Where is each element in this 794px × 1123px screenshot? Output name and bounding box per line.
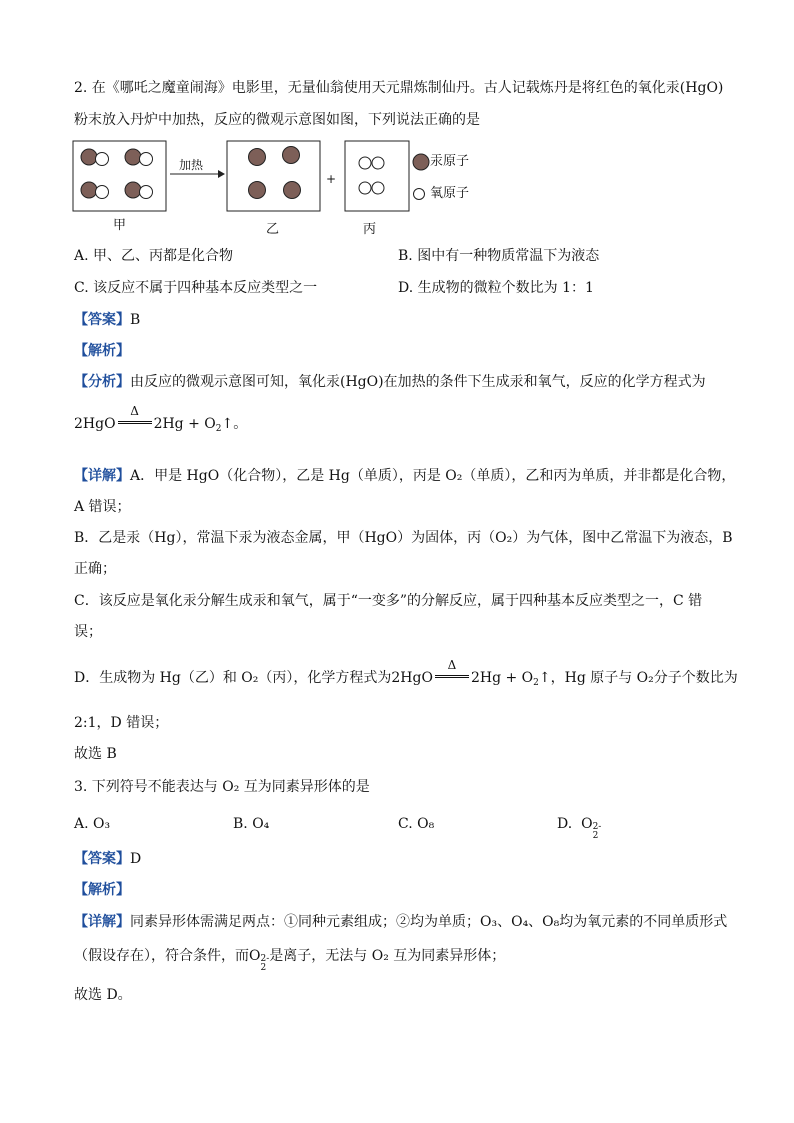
q2-analysis-tag: 【解析】 xyxy=(74,343,130,359)
hg-atoms xyxy=(249,147,301,199)
q3-conclusion: 故选 D。 xyxy=(74,987,132,1003)
gas-arrow-icon: ↑ xyxy=(221,416,234,432)
q2-detail-d2: 2:1，D 错误； xyxy=(74,715,169,731)
q2-answer xyxy=(74,310,140,330)
q3-detail-2: （假设存在），符合条件，而O 2- 2 是离子，无法与 O₂ 互为同素异形体； xyxy=(74,948,506,973)
q2-detail-b: B．乙是汞（Hg），常温下汞为液态金属，甲（HgO）为固体，丙（O₂）为气体，图中乙常温下为液态，B xyxy=(74,530,733,546)
q2-detail-b2: 正确； xyxy=(74,561,116,577)
q3-stem: 3. 下列符号不能表达与 O₂ 互为同素异形体的是 xyxy=(74,779,370,795)
box-yi xyxy=(227,141,320,211)
hgo-molecules xyxy=(81,149,153,199)
answer-value: B xyxy=(130,312,141,328)
q3-option-a: A. O₃ xyxy=(74,816,111,832)
box-bing xyxy=(345,141,409,211)
q2-option-b: B. 图中有一种物质常温下为液态 xyxy=(398,248,600,264)
o2-molecules xyxy=(359,157,384,194)
q2-detail-d: D．生成物为 Hg（乙）和 O₂（丙），化学方程式为2HgO Δ $2Hg + O_2↑$，Hg 原子与 O₂分子个数比为 xyxy=(74,658,738,688)
q3-option-b: B. O₄ xyxy=(233,816,270,832)
legend-oxygen-label: 氧原子 xyxy=(430,186,470,201)
q2-stem-line2: 粉末放入丹炉中加热，反应的微观示意图如图，下列说法正确的是 xyxy=(74,112,480,128)
q3-analysis-tag: 【解析】 xyxy=(74,882,130,898)
q3-option-c: C. O₈ xyxy=(398,816,435,832)
q3-option-d: D. O 2- 2 xyxy=(557,816,602,841)
q2-detail-c: C．该反应是氧化汞分解生成汞和氧气，属于“一变多”的分解反应，属于四种基本反应类型之一，C 错 xyxy=(74,593,703,609)
arrow-label: 加热 xyxy=(179,158,204,172)
q2-detail-a2: A 错误； xyxy=(74,499,131,515)
q3-answer: 【答案】D xyxy=(74,851,142,867)
q2-option-c: C. 该反应不属于四种基本反应类型之一 xyxy=(74,280,318,296)
legend-mercury-icon xyxy=(413,154,429,170)
q2-option-a: A. 甲、乙、丙都是化合物 xyxy=(74,248,234,264)
q3-detail-1: 【详解】同素异形体需满足两点：①同种元素组成；②均为单质；O₃、O₄、O₈均为氧元素的不同单质形式 xyxy=(74,914,728,930)
q2-conclusion: 故选 B xyxy=(74,746,117,762)
q2-equation: 2HgO Δ $2Hg + O_2↑$。 xyxy=(74,404,248,434)
plus-sign: + xyxy=(326,172,337,186)
q2-detail-a: 【详解】A．甲是 HgO（化合物），乙是 Hg（单质），丙是 O₂（单质），乙和丙为单质，并非都是化合物， xyxy=(74,468,736,484)
q2-fenxi: 【分析】由反应的微观示意图可知，氧化汞(HgO)在加热的条件下生成汞和氧气，反应的化学方程式为 xyxy=(74,374,706,390)
heat-equals-sign: Δ xyxy=(116,414,154,434)
q2-option-d: D. 生成物的微粒个数比为 1：1 xyxy=(398,280,594,296)
label-bing: 丙 xyxy=(363,222,377,237)
q2-stem-line1: 2. 在《哪吒之魔童闹海》电影里，无量仙翁使用天元鼎炼制仙丹。古人记载炼丹是将红色的氧化汞(HgO) xyxy=(74,80,724,96)
legend-oxygen-icon xyxy=(414,189,425,200)
answer-tag: 【答案】 xyxy=(74,312,130,328)
label-yi: 乙 xyxy=(266,222,280,237)
label-jia: 甲 xyxy=(113,218,127,233)
q2-detail-c2: 误； xyxy=(74,624,102,640)
legend-mercury-label: 汞原子 xyxy=(430,154,470,169)
